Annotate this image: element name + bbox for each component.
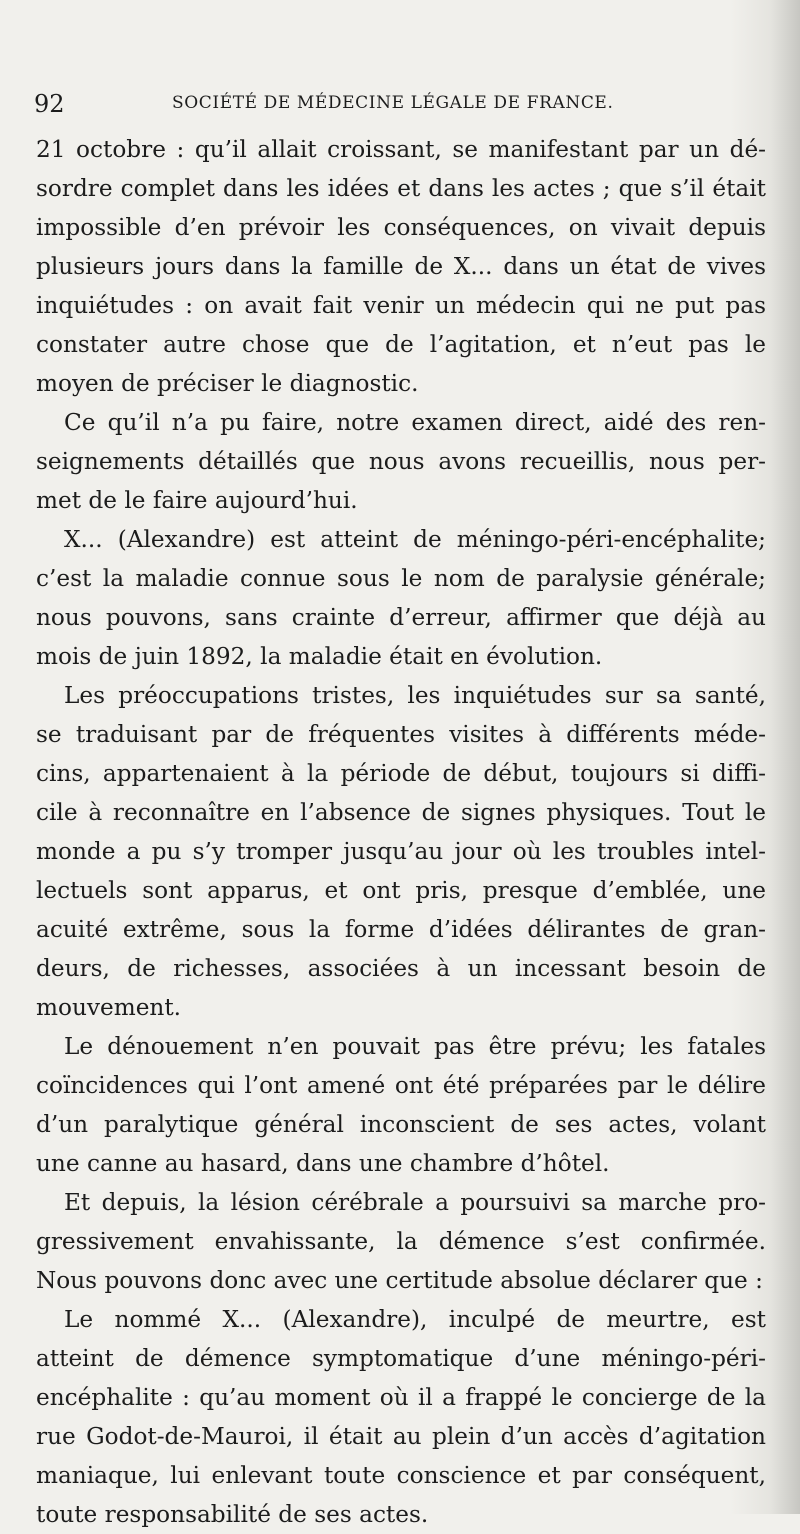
text-line: nous pouvons, sans crainte d’erreur, affirmer que déjà au <box>36 604 766 631</box>
text-line: atteint de démence symptomatique d’une méningo-péri- <box>36 1345 766 1372</box>
text-line: rue Godot-de-Mauroi, il était au plein d’un accès d’agitation <box>36 1423 766 1450</box>
running-head: SOCIÉTÉ DE MÉDECINE LÉGALE DE FRANCE. <box>172 93 614 113</box>
text-line: lectuels sont apparus, et ont pris, presque d’emblée, une <box>36 877 766 904</box>
text-line: Les préoccupations tristes, les inquiétudes sur sa santé, <box>64 682 766 709</box>
text-line: Le dénouement n’en pouvait pas être prévu; les fatales <box>64 1033 766 1060</box>
text-line: cins, appartenaient à la période de début, toujours si diffi- <box>36 760 766 787</box>
text-line: c’est la maladie connue sous le nom de paralysie générale; <box>36 565 766 592</box>
text-line: Le nommé X... (Alexandre), inculpé de meurtre, est <box>64 1306 766 1333</box>
paragraph <box>36 520 766 676</box>
text-line: gressivement envahissante, la démence s’est confirmée. <box>36 1228 766 1255</box>
text-line: seignements détaillés que nous avons recueillis, nous per- <box>36 448 766 475</box>
text-line: Et depuis, la lésion cérébrale a poursuivi sa marche pro- <box>64 1189 766 1216</box>
text-line: X... (Alexandre) est atteint de méningo-péri-encéphalite; <box>64 526 766 553</box>
text-line: mois de juin 1892, la maladie était en évolution. <box>36 643 603 670</box>
text-line: Nous pouvons donc avec une certitude absolue déclarer que : <box>36 1267 763 1294</box>
page-header <box>34 86 734 120</box>
text-line: impossible d’en prévoir les conséquences, on vivait depuis <box>36 214 766 241</box>
text-line: cile à reconnaître en l’absence de signes physiques. Tout le <box>36 799 766 826</box>
text-line: se traduisant par de fréquentes visites à différents méde- <box>36 721 766 748</box>
body-text <box>36 130 766 1534</box>
text-line: constater autre chose que de l’agitation, et n’eut pas le <box>36 331 766 358</box>
paragraph <box>36 130 766 403</box>
paragraph <box>36 676 766 1027</box>
text-line: sordre complet dans les idées et dans les actes ; que s’il était <box>36 175 766 202</box>
text-line: maniaque, lui enlevant toute conscience et par conséquent, <box>36 1462 766 1489</box>
text-line: mouvement. <box>36 994 182 1021</box>
text-line: toute responsabilité de ses actes. <box>36 1501 429 1528</box>
text-line: monde a pu s’y tromper jusqu’au jour où les troubles intel- <box>36 838 766 865</box>
text-line: 21 octobre : qu’il allait croissant, se manifestant par un dé- <box>36 136 766 163</box>
page-number: 92 <box>34 90 65 118</box>
text-line: d’un paralytique général inconscient de ses actes, volant <box>36 1111 766 1138</box>
paragraph <box>36 1300 766 1534</box>
text-line: inquiétudes : on avait fait venir un médecin qui ne put pas <box>36 292 766 319</box>
paragraph <box>36 1027 766 1183</box>
text-line: une canne au hasard, dans une chambre d’hôtel. <box>36 1150 610 1177</box>
text-line: plusieurs jours dans la famille de X... dans un état de vives <box>36 253 766 280</box>
text-line: coïncidences qui l’ont amené ont été préparées par le délire <box>36 1072 766 1099</box>
text-line: moyen de préciser le diagnostic. <box>36 370 419 397</box>
paragraph <box>36 403 766 520</box>
text-line: acuité extrême, sous la forme d’idées délirantes de gran- <box>36 916 766 943</box>
text-line: met de le faire aujourd’hui. <box>36 487 358 514</box>
text-line: Ce qu’il n’a pu faire, notre examen direct, aidé des ren- <box>64 409 766 436</box>
text-line: encéphalite : qu’au moment où il a frappé le concierge de la <box>36 1384 766 1411</box>
text-line: deurs, de richesses, associées à un incessant besoin de <box>36 955 766 982</box>
paragraph <box>36 1183 766 1300</box>
